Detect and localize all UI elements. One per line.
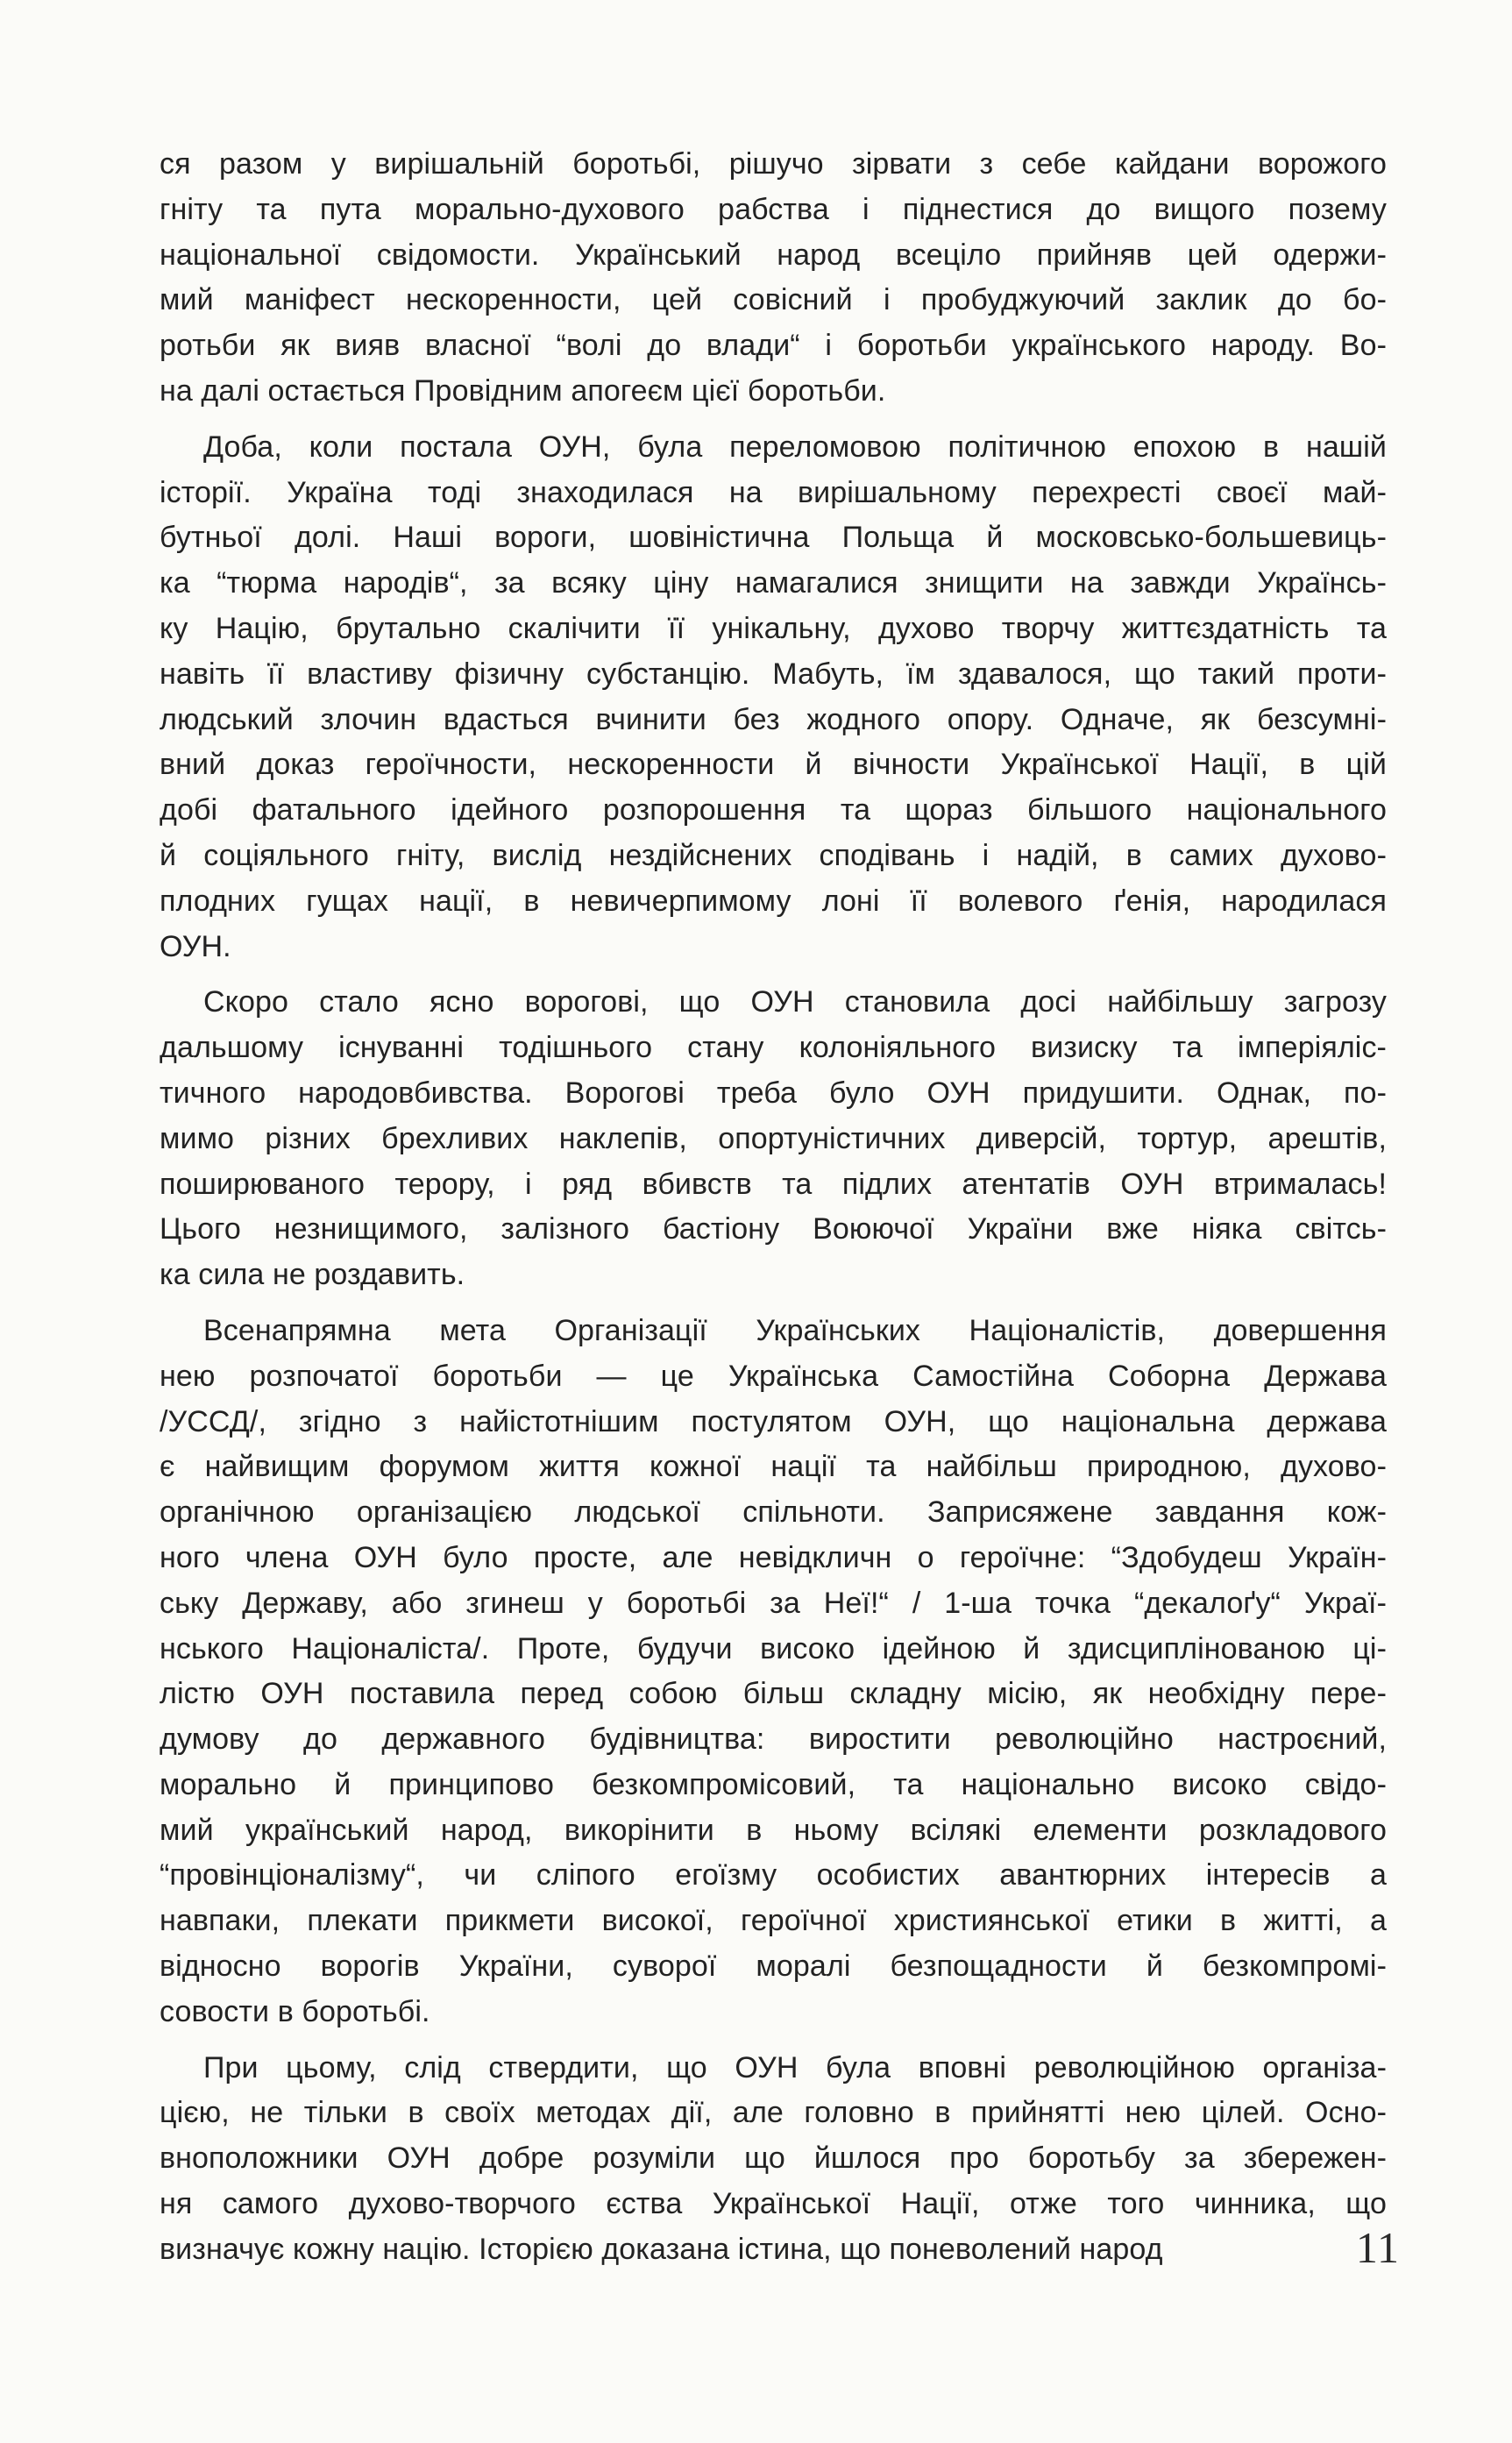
text-line: на далі остається Провідним апогеєм цієї боротьби.	[160, 373, 886, 408]
text-line: ську Державу, або згинеш у боротьбі за Неї!“ / 1-ша точка “декалоґу“ Украї-	[160, 1586, 1387, 1620]
text-line: тичного народовбивства. Ворогові треба було ОУН придушити. Однак, по-	[160, 1076, 1387, 1110]
text-line: мий маніфест нескоренности, цей совісний і пробуджуючий заклик до бо-	[160, 283, 1387, 317]
text-line: дальшому існуванні тодішнього стану колоніяльного визиску та імперіяліс-	[160, 1031, 1387, 1065]
text-line: мий український народ, викорінити в ньому всілякі елементи розкладового	[160, 1813, 1387, 1847]
text-line: /УССД/, згідно з найістотнішим постулятом ОУН, що національна держава	[160, 1404, 1387, 1438]
text-line: цією, не тільки в своїх методах дії, але головно в прийнятті нею цілей. Осно-	[160, 2096, 1387, 2130]
text-line: навіть її властиву фізичну субстанцію. Мабуть, їм здавалося, що такий проти-	[160, 657, 1387, 691]
text-line: відносно ворогів України, суворої моралі безпощадности й безкомпромі-	[160, 1949, 1387, 1984]
text-line: Всенапрямна мета Організації Українських Націоналістів, довершення	[203, 1313, 1387, 1347]
text-line: національної свідомости. Український народ всеціло прийняв цей одержи-	[160, 238, 1387, 272]
text-line: поширюваного терору, і ряд вбивств та підлих атентатів ОУН втрималась!	[160, 1167, 1387, 1201]
paragraph	[160, 2046, 1387, 2273]
text-line: При цьому, слід ствердити, що ОУН була вповні революційною організа-	[203, 2050, 1387, 2084]
page-number: 11	[1355, 2223, 1400, 2272]
text-line: людський злочин вдасться вчинити без жодного опору. Одначе, як безсумні-	[160, 702, 1387, 736]
text-line: органічною організацією людської спільноти. Заприсяжене завдання кож-	[160, 1495, 1387, 1530]
text-line: вноположники ОУН добре розуміли що йшлося про боротьбу за збережен-	[160, 2141, 1387, 2176]
paragraph	[160, 980, 1387, 1298]
text-line: мимо різних брехливих наклепів, опортуністичних диверсій, тортур, арештів,	[160, 1121, 1387, 1155]
text-line: вний доказ героїчности, нескоренности й вічности Української Нації, в цій	[160, 748, 1387, 782]
text-line: бутньої долі. Наші вороги, шовіністична Польща й московсько-большевиць-	[160, 521, 1387, 555]
paragraph	[160, 425, 1387, 970]
paragraph	[160, 142, 1387, 415]
text-line: Скоро стало ясно ворогові, що ОУН становила досі найбільшу загрозу	[203, 985, 1387, 1019]
text-line: історії. Україна тоді знаходилася на вирішальному перехресті своєї май-	[160, 475, 1387, 509]
text-line: нського Націоналіста/. Проте, будучи високо ідейною й здисциплінованою ці-	[160, 1631, 1387, 1665]
text-line: ка сила не роздавить.	[160, 1258, 465, 1292]
text-line: морально й принципово безкомпромісовий, та національно високо свідо-	[160, 1767, 1387, 1801]
text-line: добі фатального ідейного розпорошення та щораз більшого національного	[160, 793, 1387, 827]
text-line: ку Націю, брутально скалічити її унікальну, духово творчу життєздатність та	[160, 611, 1387, 645]
text-line: ся разом у вирішальній боротьбі, рішучо зірвати з себе кайдани ворожого	[160, 147, 1387, 181]
text-line: ОУН.	[160, 929, 231, 963]
text-line: є найвищим форумом життя кожної нації та найбільш природною, духово-	[160, 1450, 1387, 1484]
text-line: нею розпочатої боротьби — це Українська Самостійна Соборна Держава	[160, 1359, 1387, 1393]
text-line: плодних гущах нації, в невичерпимому лоні її волевого ґенія, народилася	[160, 884, 1387, 918]
text-line: совости в боротьбі.	[160, 1994, 430, 2028]
text-line: ротьби як вияв власної “волі до влади“ і боротьби українського народу. Во-	[160, 329, 1387, 363]
body-text	[160, 142, 1387, 2283]
text-line: “провінціоналізму“, чи сліпого егоїзму особистих авантюрних інтересів а	[160, 1858, 1387, 1893]
text-line: думову до державного будівництва: виростити революційно настроєний,	[160, 1722, 1387, 1757]
text-line: гніту та пута морально-духового рабства і піднестися до вищого позему	[160, 192, 1387, 226]
text-line: Доба, коли постала ОУН, була переломовою політичною епохою в нашій	[203, 430, 1387, 464]
text-line: лістю ОУН поставила перед собою більш складну місію, як необхідну пере-	[160, 1677, 1387, 1711]
text-line: й соціяльного гніту, вислід нездійснених сподівань і надій, в самих духово-	[160, 838, 1387, 872]
text-line: Цього незнищимого, залізного бастіону Воюючої України вже ніяка світсь-	[160, 1212, 1387, 1246]
text-line: навпаки, плекати прикмети високої, героїчної християнської етики в житті, а	[160, 1904, 1387, 1938]
text-line: ня самого духово-творчого єства Української Нації, отже того чинника, що	[160, 2187, 1387, 2221]
text-line: визначує кожну націю. Історією доказана істина, що поневолений народ	[160, 2232, 1163, 2266]
paragraph	[160, 1309, 1387, 2035]
text-line: ного члена ОУН було просте, але невідкличн о героїчне: “Здобудеш Україн-	[160, 1540, 1387, 1574]
text-line: ка “тюрма народів“, за всяку ціну намагалися знищити на завжди Українсь-	[160, 566, 1387, 600]
